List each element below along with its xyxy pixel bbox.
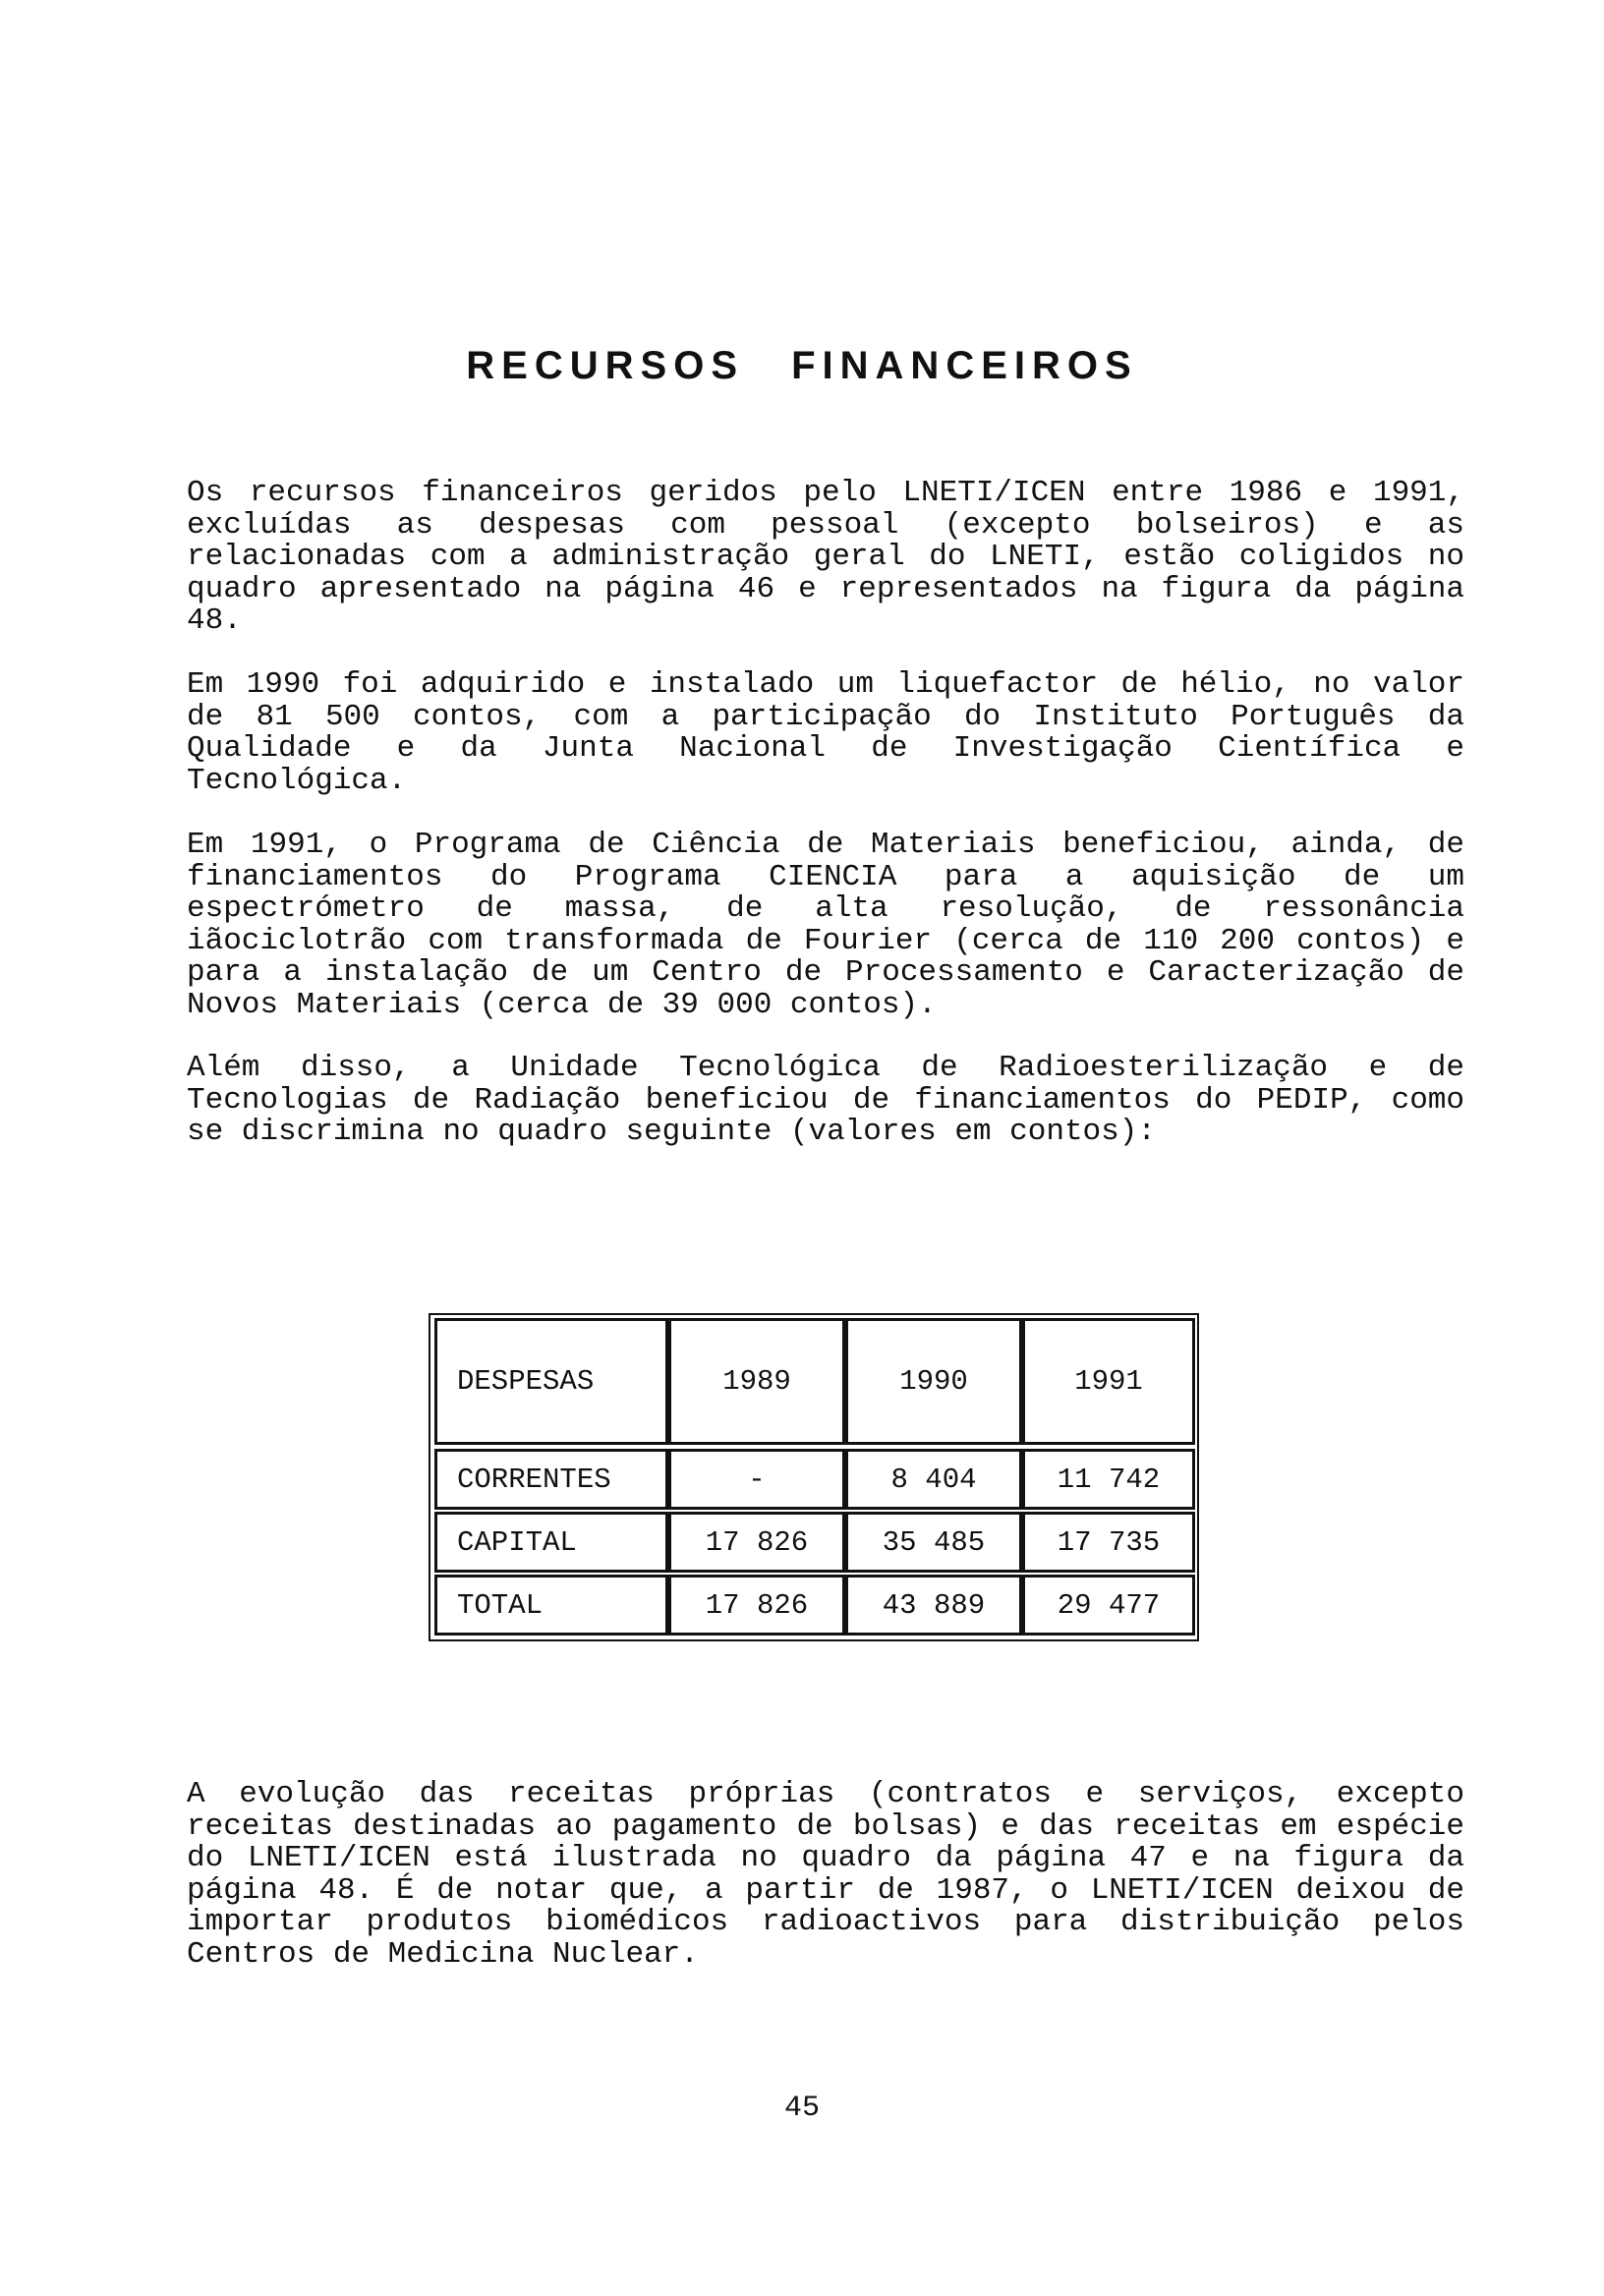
table-cell: - bbox=[668, 1449, 845, 1510]
page-title: RECURSOS FINANCEIROS bbox=[466, 344, 1138, 387]
paragraph-3: Em 1991, o Programa de Ciência de Materiais beneficiou, ainda, de financiamentos do Programa CIENCIA para a aquisição de um espectrómetro de massa, de alta resolução, de ressonância iãociclotrão com transformada de Fourier (cerca de 110 200 contos) e para a instalação de um Centro de Processamento e Caracterização de Novos Materiais (cerca de 39 000 contos). bbox=[187, 828, 1464, 1022]
table-cell: 17 735 bbox=[1022, 1512, 1195, 1573]
paragraph-5: A evolução das receitas próprias (contratos e serviços, excepto receitas destinadas ao pagamento de bolsas) e das receitas em espécie do LNETI/ICEN está ilustrada no quadro da página 47 e na figura da página 48. É de notar que, a partir de 1987, o LNETI/ICEN deixou de importar produtos biomédicos radioactivos para distribuição pelos Centros de Medicina Nuclear. bbox=[187, 1777, 1464, 1972]
expenses-table bbox=[429, 1313, 1199, 1641]
table-cell: 11 742 bbox=[1022, 1449, 1195, 1510]
table-header-cell: 1991 bbox=[1022, 1318, 1195, 1445]
table-header-cell: 1990 bbox=[845, 1318, 1022, 1445]
table-row-label: CORRENTES bbox=[434, 1449, 668, 1510]
table-cell: 8 404 bbox=[845, 1449, 1022, 1510]
table-header-cell: 1989 bbox=[668, 1318, 845, 1445]
table-cell: 43 889 bbox=[845, 1575, 1022, 1636]
paragraph-2: Em 1990 foi adquirido e instalado um liquefactor de hélio, no valor de 81 500 contos, com a participação do Instituto Português da Qualidade e da Junta Nacional de Investigação Científica e Tecnológica. bbox=[187, 667, 1464, 798]
paragraph-1: Os recursos financeiros geridos pelo LNETI/ICEN entre 1986 e 1991, excluídas as despesas com pessoal (excepto bolseiros) e as relacionadas com a administração geral do LNETI, estão coligidos no quadro apresentado na página 46 e representados na figura da página 48. bbox=[187, 476, 1464, 638]
table-cell: 29 477 bbox=[1022, 1575, 1195, 1636]
table-row-label: TOTAL bbox=[434, 1575, 668, 1636]
table-row-label: CAPITAL bbox=[434, 1512, 668, 1573]
table-cell: 17 826 bbox=[668, 1575, 845, 1636]
table-cell: 35 485 bbox=[845, 1512, 1022, 1573]
paragraph-4: Além disso, a Unidade Tecnológica de Radioesterilização e de Tecnologias de Radiação beneficiou de financiamentos do PEDIP, como se discrimina no quadro seguinte (valores em contos): bbox=[187, 1051, 1464, 1149]
page-number: 45 bbox=[783, 2092, 820, 2125]
table-cell: 17 826 bbox=[668, 1512, 845, 1573]
table-header-cell: DESPESAS bbox=[434, 1318, 668, 1445]
